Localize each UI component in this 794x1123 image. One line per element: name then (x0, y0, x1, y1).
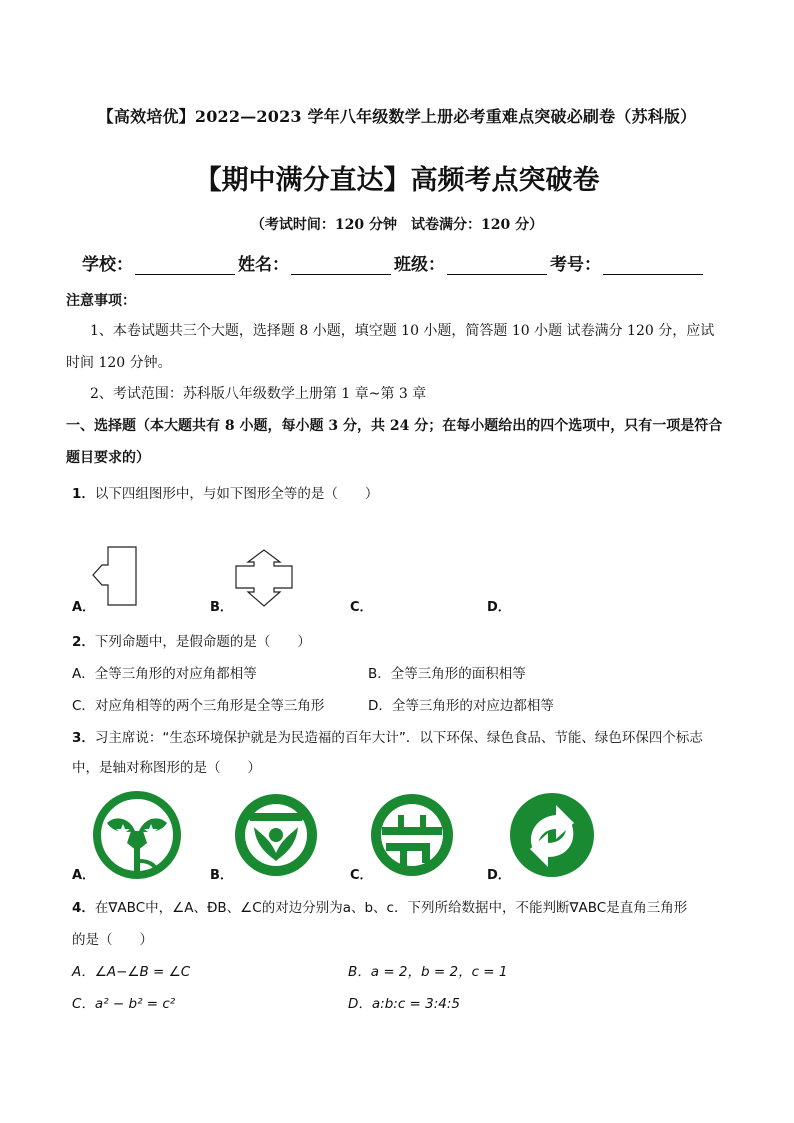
notice-title: 注意事项： (66, 293, 136, 309)
paper-title: 【期中满分直达】高频考点突破卷 (194, 165, 600, 196)
question-number: 1． (72, 486, 95, 502)
q4-option-c[interactable]: C．a² − b² = c² (72, 996, 176, 1012)
q3-logo-b-green-food-icon (232, 791, 320, 879)
q1-option-b[interactable]: B． (210, 600, 233, 615)
q2-option-a[interactable]: A．全等三角形的对应角都相等 (72, 666, 257, 682)
q4-option-a[interactable]: A．∠A−∠B = ∠C (72, 964, 191, 980)
question-3-line-2: 中，是轴对称图形的是（ ） (72, 760, 261, 776)
school-label: 学校： (82, 255, 133, 275)
number-label: 考号： (550, 255, 601, 275)
question-number: 2． (72, 634, 95, 650)
question-text: 下列命题中，是假命题的是（ ） (94, 634, 311, 650)
question-number: 4． (72, 900, 95, 916)
q3-logo-d-recycle-icon (508, 791, 596, 879)
q3-option-c[interactable]: C． (350, 868, 373, 883)
question-1 (72, 482, 378, 502)
notice-item-2: 2、考试范围：苏科版八年级数学上册第 1 章~第 3 章 (90, 386, 427, 402)
class-blank[interactable] (447, 256, 547, 275)
q2-option-b[interactable]: B．全等三角形的面积相等 (368, 666, 526, 682)
notice-item-1: 1、本卷试题共三个大题，选择题 8 小题，填空题 10 小题，简答题 10 小题 试卷满分 120 分，应试时间 120 分钟。 (66, 323, 715, 371)
q1-option-a[interactable]: A． (72, 600, 96, 615)
q2-option-c[interactable]: C．对应角相等的两个三角形是全等三角形 (72, 698, 325, 714)
q1-option-d[interactable]: D． (487, 600, 511, 615)
q3-logo-c-energy-saving-icon (368, 791, 456, 879)
q4-option-b[interactable]: B．a = 2，b = 2，c = 1 (348, 964, 508, 980)
question-4 (72, 896, 742, 916)
school-blank[interactable] (135, 256, 235, 275)
question-text-line-1: 在∇ABC中，∠A、ÐB、∠C的对边分别为a、b、c．下列所给数据中，不能判断∇ABC是直角三角形 (94, 900, 688, 916)
q1-option-c[interactable]: C． (350, 600, 373, 615)
question-2 (72, 630, 311, 650)
q2-option-d[interactable]: D．全等三角形的对应边都相等 (368, 698, 554, 714)
section-1-title: 一、选择题（本大题共有 8 小题，每小题 3 分，共 24 分；在每小题给出的四个选项中，只有一项是符合题目要求的） (66, 418, 723, 466)
name-label: 姓名： (238, 255, 289, 275)
number-blank[interactable] (603, 256, 703, 275)
question-3 (72, 726, 732, 746)
name-blank[interactable] (291, 256, 391, 275)
q1-option-a-figure (90, 545, 140, 607)
student-info-row (82, 250, 706, 275)
question-text: 以下四组图形中，与如下图形全等的是（ ） (94, 486, 379, 502)
class-label: 班级： (394, 255, 445, 275)
q3-option-b[interactable]: B． (210, 868, 233, 883)
q3-option-d[interactable]: D． (487, 868, 511, 883)
paper-header: 【高效培优】2022—2023 学年八年级数学上册必考重难点突破必刷卷（苏科版） (97, 107, 697, 126)
paper-subtitle: （考试时间：120 分钟 试卷满分：120 分） (250, 217, 544, 233)
q3-logo-a-eco-icon (93, 791, 181, 879)
question-number: 3． (72, 730, 95, 746)
q3-option-a[interactable]: A． (72, 868, 96, 883)
q4-option-d[interactable]: D．a:b:c = 3:4:5 (348, 996, 461, 1012)
question-text-line-1: 习主席说：“生态环境保护就是为民造福的百年大计”．以下环保、绿色食品、节能、绿色环保四个标志 (94, 730, 703, 746)
q1-option-b-figure (232, 548, 296, 610)
question-4-line-2: 的是（ ） (72, 932, 153, 948)
